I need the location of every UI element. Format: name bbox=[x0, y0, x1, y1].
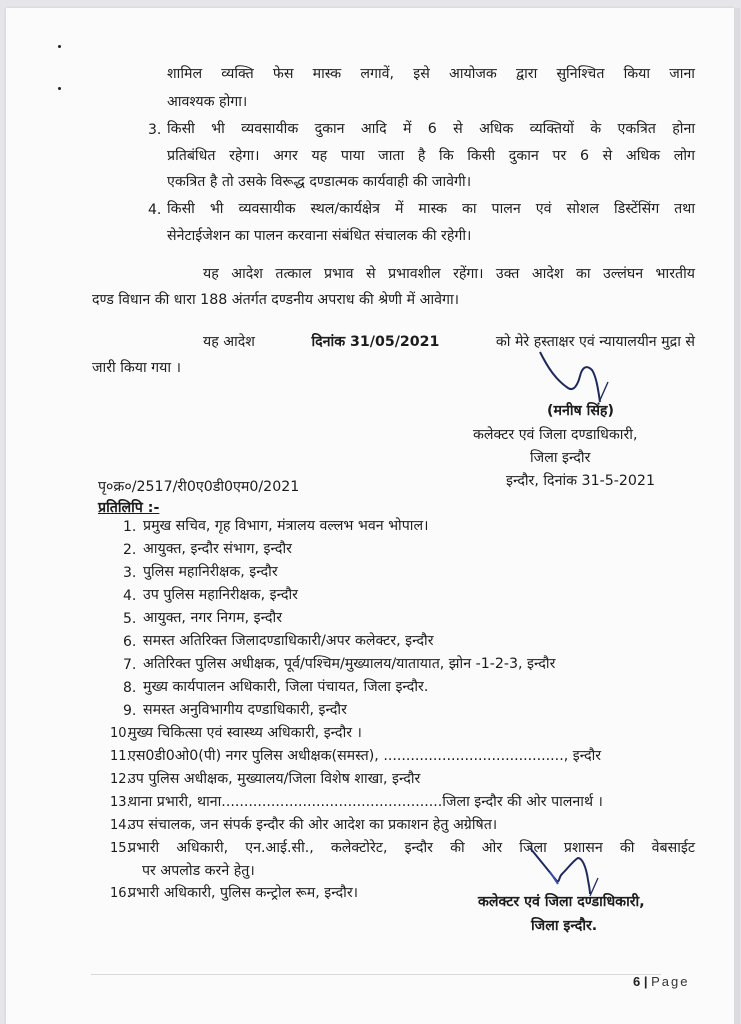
copy-list-number: 15. bbox=[110, 841, 131, 856]
copy-list-item: पुलिस महानिरीक्षक, इन्दौर bbox=[143, 564, 278, 580]
signatory-district: जिला इन्दौर bbox=[530, 450, 591, 466]
copy-list-number: 5. bbox=[123, 611, 137, 627]
copy-list-item: आयुक्त, इन्दौर संभाग, इन्दौर bbox=[143, 541, 292, 557]
copy-list-item: थाना प्रभारी, थाना.................................................जिला इन्दौर की ओर पालनार्थ । bbox=[128, 794, 603, 810]
copy-list-number: 3. bbox=[123, 565, 137, 581]
page-number: 6 bbox=[633, 974, 641, 989]
order-item-number: 3. bbox=[148, 122, 162, 138]
copy-list-number: 2. bbox=[123, 542, 137, 558]
signatory-district: जिला इन्दौर. bbox=[531, 918, 598, 934]
copy-list-number: 16. bbox=[110, 886, 131, 901]
issue-suffix: को मेरे हस्ताक्षर एवं न्यायालयीन मुद्रा से bbox=[495, 334, 695, 350]
copy-list-number: 1. bbox=[123, 519, 137, 535]
order-item-line: प्रतिबंधित रहेगा। अगर यह पाया जाता है कि किसी दुकान पर 6 से अधिक लोग bbox=[167, 148, 695, 164]
copy-list-item: अतिरिक्त पुलिस अधीक्षक, पूर्व/पश्चिम/मुख्यालय/यातायात, झोन -1-2-3, इन्दौर bbox=[143, 656, 556, 672]
reference-number: पृ०क्र०/2517/री0ए0डी0एम0/2021 bbox=[98, 479, 300, 495]
copy-list-item: मुख्य चिकित्सा एवं स्वास्थ्य अधिकारी, इन्दौर । bbox=[128, 725, 362, 741]
order-paragraph-line: आवश्यक होगा। bbox=[167, 94, 248, 110]
copy-list-number: 14. bbox=[110, 818, 131, 833]
issue-paragraph-line bbox=[203, 335, 695, 349]
punch-mark bbox=[58, 87, 61, 90]
copy-list-number: 4. bbox=[123, 588, 137, 604]
order-item-line: सेनेटाईजेशन का पालन करवाना संबंधित संचालक की रहेगी। bbox=[167, 228, 472, 244]
copy-list-number: 10. bbox=[110, 726, 131, 741]
issue-date: दिनांक 31/05/2021 bbox=[311, 334, 440, 350]
copy-list-item: एस0डी0ओ0(पी) नगर पुलिस अधीक्षक(समस्त), ........................................, इन्दौर bbox=[128, 748, 602, 764]
issue-paragraph-line: जारी किया गया । bbox=[92, 360, 181, 376]
signatory-name: (मनीष सिंह) bbox=[547, 403, 614, 419]
copy-list-number: 7. bbox=[123, 657, 137, 673]
copy-list-item: समस्त अनुविभागीय दण्डाधिकारी, इन्दौर bbox=[143, 702, 347, 718]
signatory-designation: कलेक्टर एवं जिला दण्डाधिकारी, bbox=[473, 427, 638, 443]
order-item-line: किसी भी व्यवसायीक स्थल/कार्यक्षेत्र में मास्क का पालन एवं सोशल डिस्टेंसिंग तथा bbox=[167, 201, 695, 217]
page-label: Page bbox=[651, 974, 690, 989]
copy-list-item: मुख्य कार्यपालन अधिकारी, जिला पंचायत, जिला इन्दौर. bbox=[143, 679, 429, 695]
copy-list-item: प्रभारी अधिकारी, एन.आई.सी., कलेक्टोरेट, इन्दौर की ओर जिला प्रशासन की वेबसाईट bbox=[128, 840, 695, 856]
punch-mark bbox=[58, 45, 61, 48]
signatory-designation: कलेक्टर एवं जिला दण्डाधिकारी, bbox=[478, 894, 645, 910]
copy-list-number: 8. bbox=[123, 680, 137, 696]
copy-list-number: 6. bbox=[123, 634, 137, 650]
copy-list-item: उप पुलिस अधीक्षक, मुख्यालय/जिला विशेष शाखा, इन्दौर bbox=[128, 771, 421, 787]
effect-paragraph-line: दण्ड विधान की धारा 188 अंतर्गत दण्डनीय अपराध की श्रेणी में आवेगा। bbox=[92, 292, 460, 308]
order-item-line: किसी भी व्यवसायीक दुकान आदि में 6 से अधिक व्यक्तियों के एकत्रित होना bbox=[167, 121, 695, 137]
copy-list-number: 13. bbox=[110, 795, 131, 810]
copy-list-number: 12. bbox=[110, 772, 131, 787]
page-separator: | bbox=[643, 974, 648, 989]
order-paragraph-line: शामिल व्यक्ति फेस मास्क लगावें, इसे आयोजक द्वारा सुनिश्चित किया जाना bbox=[167, 66, 695, 82]
copy-list-item: समस्त अतिरिक्त जिलादण्डाधिकारी/अपर कलेक्टर, इन्दौर bbox=[143, 633, 434, 649]
signature-image bbox=[534, 348, 614, 410]
copy-list-item: आयुक्त, नगर निगम, इन्दौर bbox=[143, 610, 283, 626]
copy-list-item-continuation: पर अपलोड करने हेतु। bbox=[142, 863, 255, 879]
copy-list-item: उप संचालक, जन संपर्क इन्दौर की ओर आदेश का प्रकाशन हेतु अग्रेषित। bbox=[128, 817, 498, 833]
copy-list-item: प्रमुख सचिव, गृह विभाग, मंत्रालय वल्लभ भवन भोपाल। bbox=[143, 518, 429, 534]
copy-list-item: प्रभारी अधिकारी, पुलिस कन्ट्रोल रूम, इन्दौर। bbox=[128, 885, 359, 901]
document-page bbox=[6, 8, 734, 1024]
copy-list-item: उप पुलिस महानिरीक्षक, इन्दौर bbox=[143, 587, 298, 603]
copy-list-number: 9. bbox=[123, 703, 137, 719]
signature-place-date: इन्दौर, दिनांक 31-5-2021 bbox=[506, 473, 655, 489]
copy-heading: प्रतिलिपि :- bbox=[98, 500, 160, 516]
effect-paragraph-line: यह आदेश तत्काल प्रभाव से प्रभावशील रहेंगा। उक्त आदेश का उल्लंघन भारतीय bbox=[203, 266, 695, 282]
order-item-line: एकत्रित है तो उसके विरूद्ध दण्डात्मक कार्यवाही की जावेगी। bbox=[167, 174, 472, 190]
order-item-number: 4. bbox=[148, 202, 162, 218]
page-footer bbox=[633, 974, 690, 989]
issue-prefix: यह आदेश bbox=[203, 334, 255, 350]
copy-list-number: 11. bbox=[110, 749, 131, 764]
footer-rule bbox=[91, 974, 661, 975]
